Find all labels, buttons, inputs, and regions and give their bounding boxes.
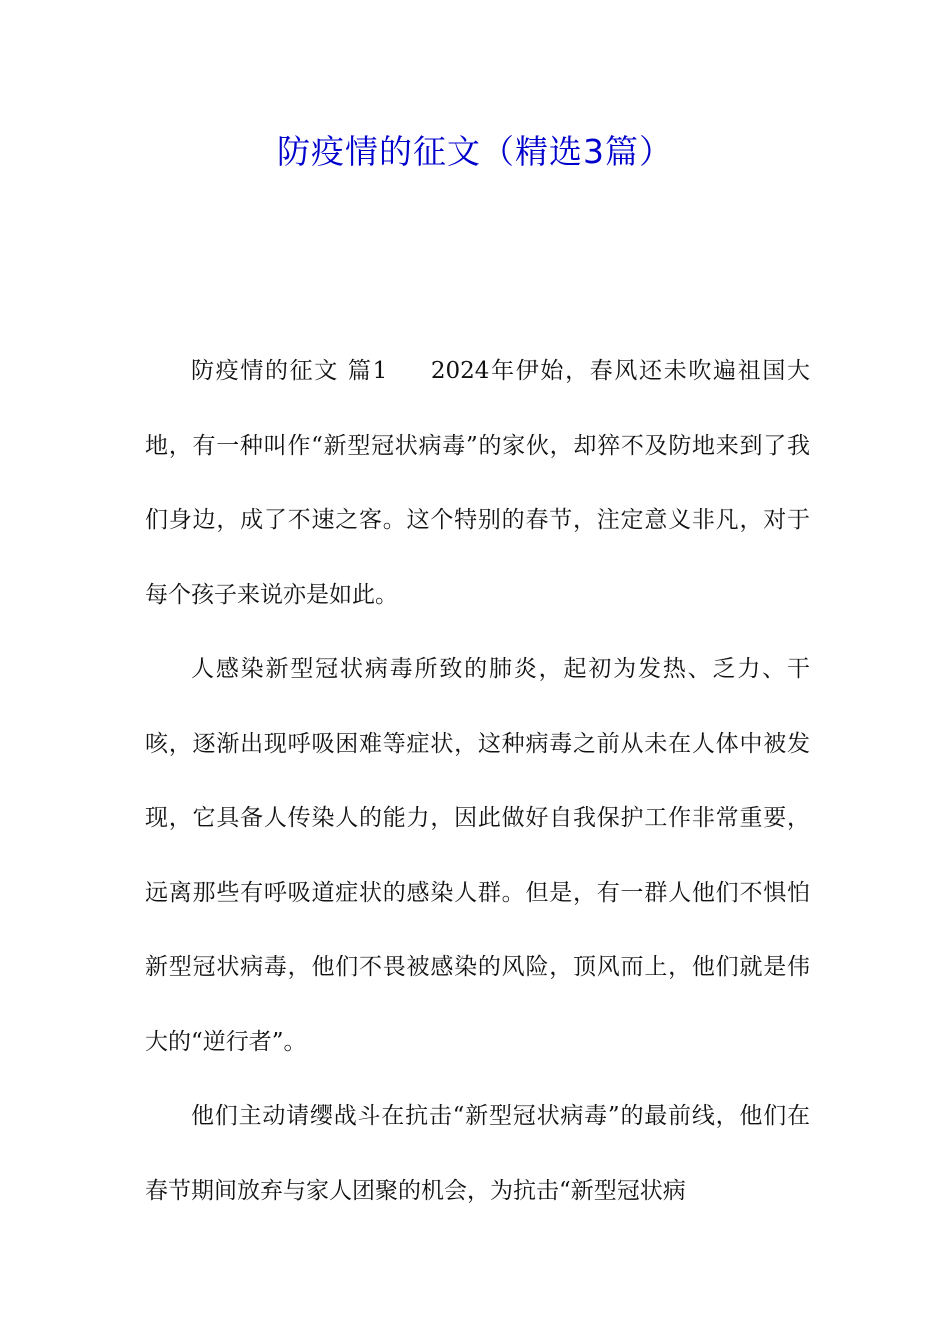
- section-heading: 防疫情的征文 篇1: [191, 358, 388, 384]
- paragraph-1: [145, 334, 810, 632]
- paragraph-3: 他们主动请缨战斗在抗击“新型冠状病毒”的最前线，他们在春节期间放弃与家人团聚的机会，为抗击“新型冠状病: [145, 1103, 810, 1204]
- document-body: [145, 334, 810, 1228]
- paragraph-2: 人感染新型冠状病毒所致的肺炎，起初为发热、乏力、干咳，逐渐出现呼吸困难等症状，这种病毒之前从未在人体中被发现，它具备人传染人的能力，因此做好自我保护工作非常重要，远离那些有呼吸道症状的感染人群。但是，有一群人他们不惧怕新型冠状病毒，他们不畏被感染的风险，顶风而上，他们就是伟大的“逆行者”。: [145, 656, 810, 1055]
- paragraph-1-text: 2024年伊始，春风还未吹遍祖国大地，有一种叫作“新型冠状病毒”的家伙，却猝不及防地来到了我们身边，成了不速之客。这个特别的春节，注定意义非凡，对于每个孩子来说亦是如此。: [145, 358, 810, 608]
- document-title: 防疫情的征文（精选3篇）: [277, 132, 673, 171]
